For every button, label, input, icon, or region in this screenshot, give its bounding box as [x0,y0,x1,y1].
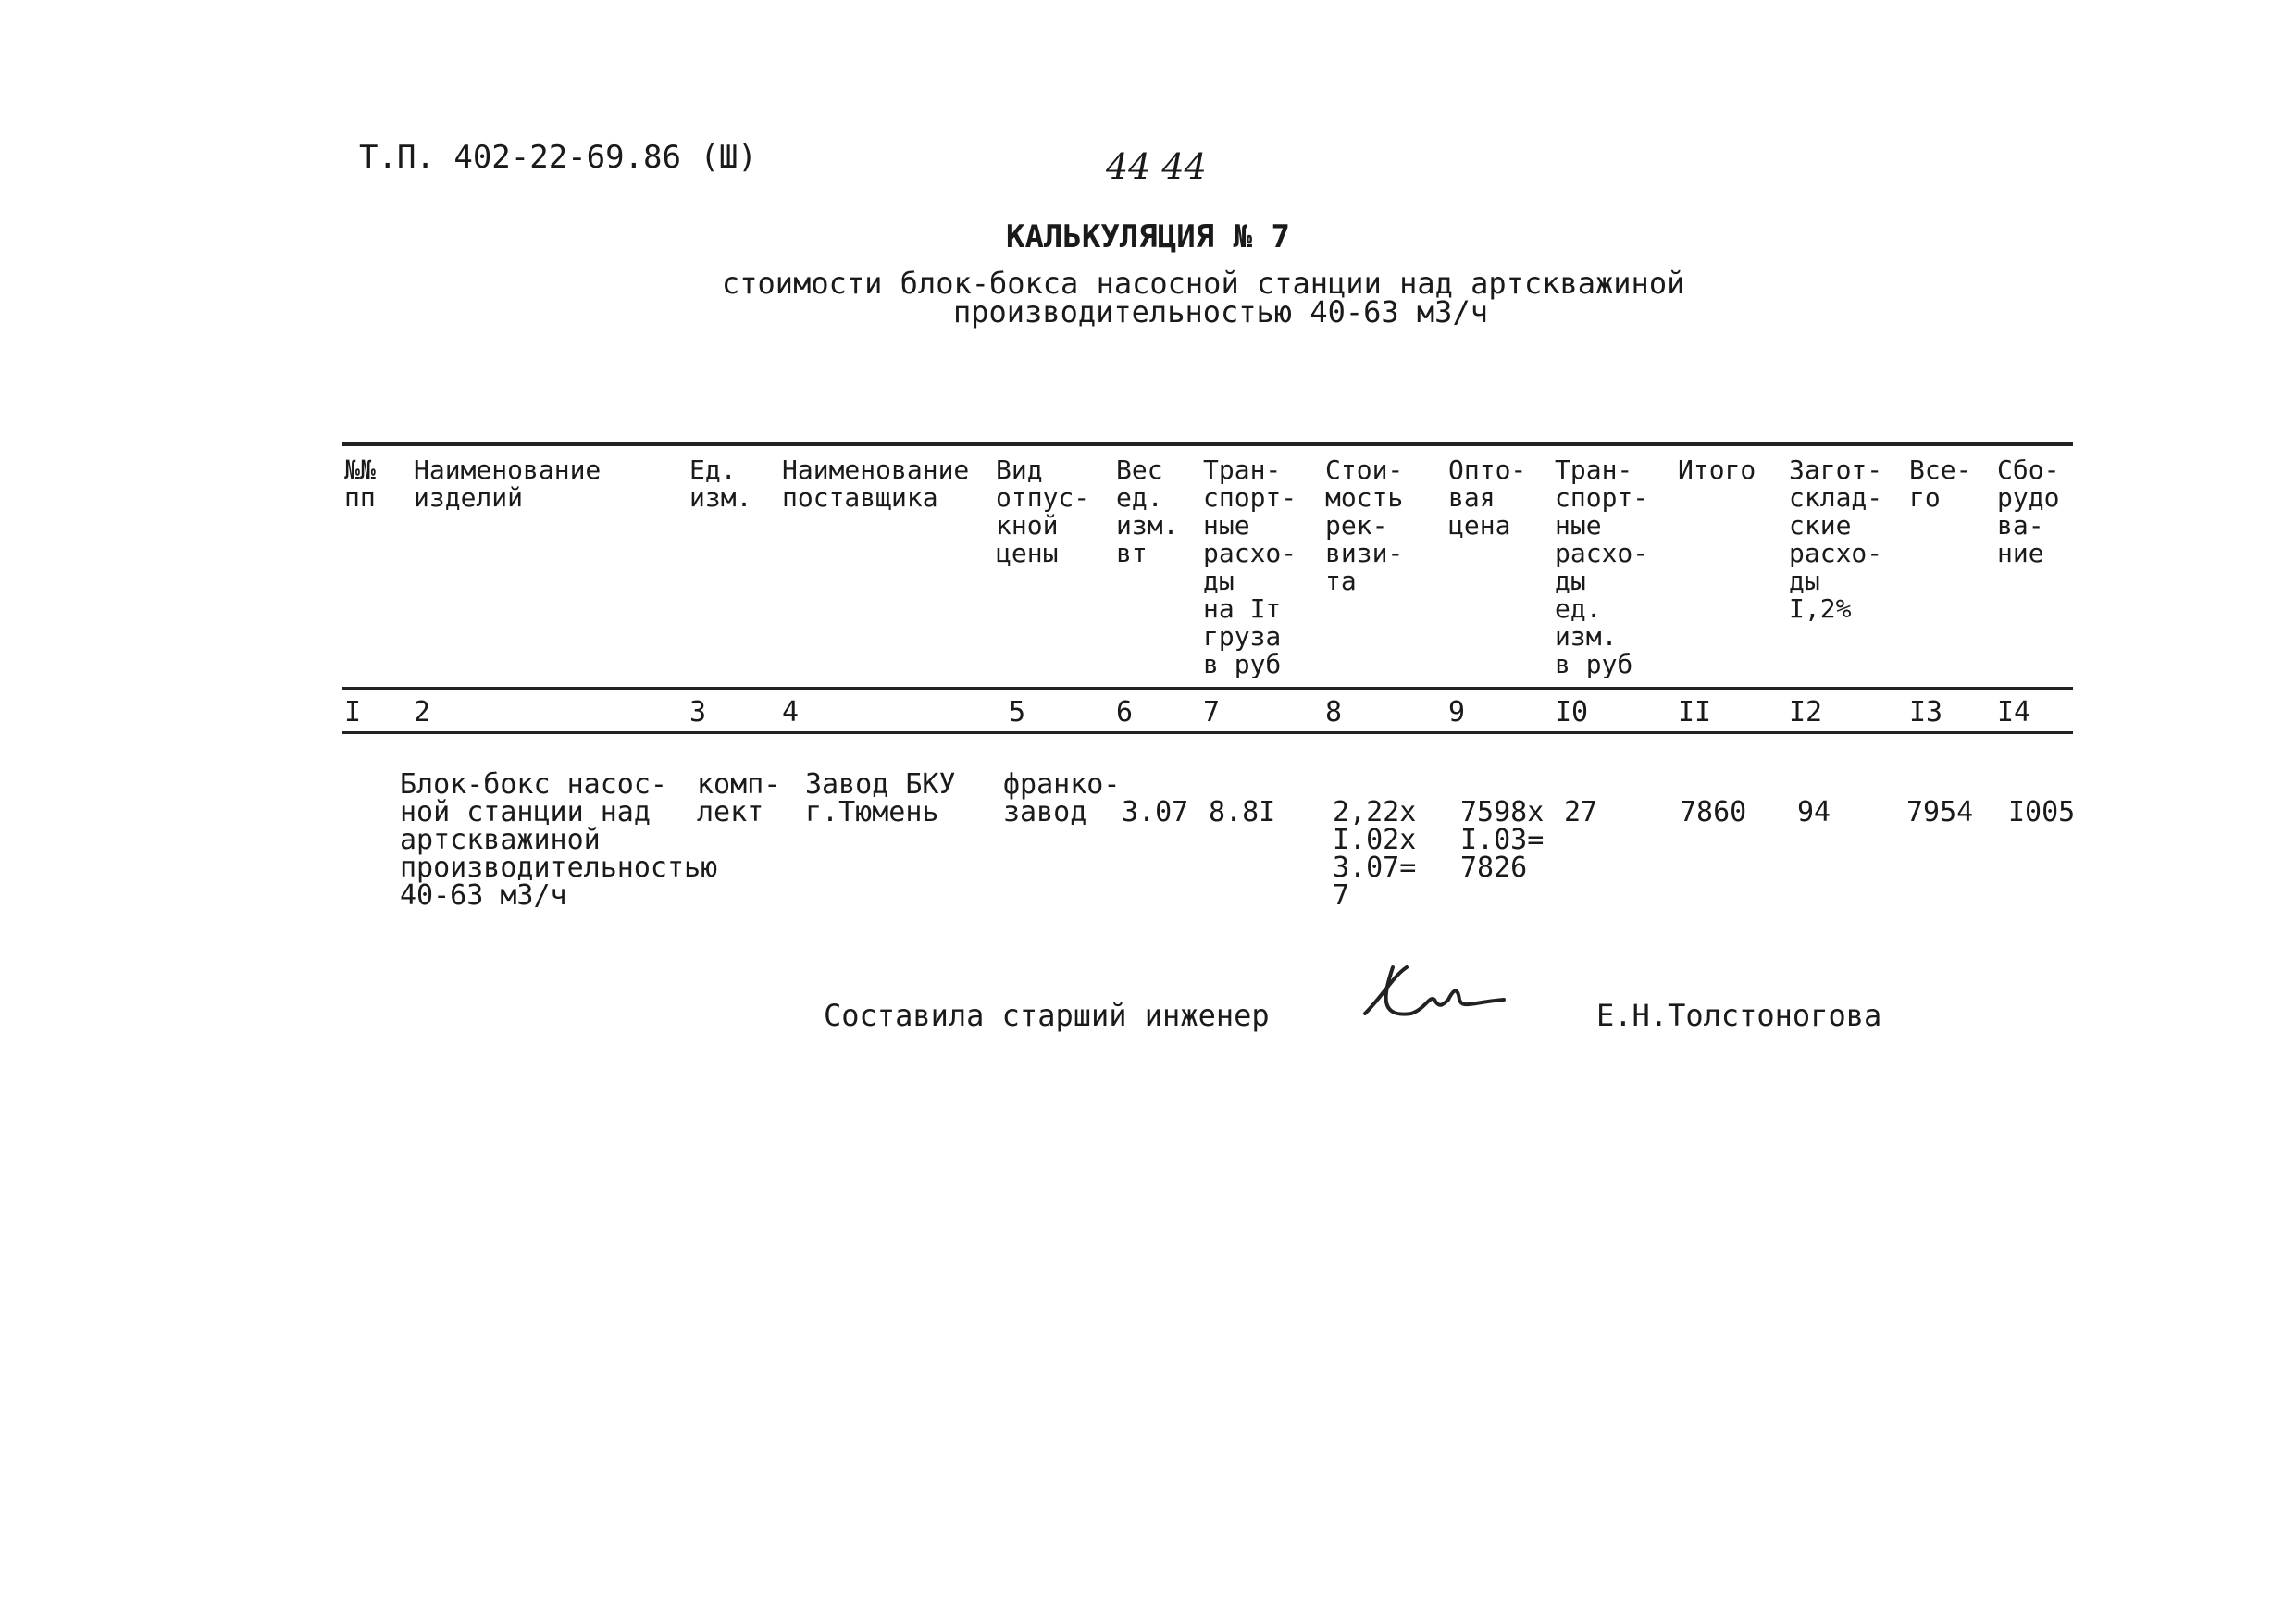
header-col-1: №№ пп [344,454,376,513]
header-col-10: Тран- спорт- ные расхо- ды ед. изм. в руб [1555,454,1649,679]
header-col-2: Наименование изделий [414,454,602,513]
cell-product-name: Блок-бокс насос- ной станции над артскважиной производительностью 40-63 м3/ч [400,768,718,912]
col-number-12: I2 [1789,696,1823,728]
cell-equipment: I005 [2008,796,2076,828]
handwritten-signature [1356,958,1522,1041]
header-col-9: Опто- вая цена [1448,454,1527,541]
header-col-12: Загот- склад- ские расхо- ды I,2% [1789,454,1883,624]
header-col-4: Наименование поставщика [782,454,970,513]
header-col-7: Тран- спорт- ные расхо- ды на Iт груза в руб [1203,454,1297,679]
col-number-2: 2 [414,696,431,728]
col-number-5: 5 [1009,696,1026,728]
cell-unit: комп- лект [697,768,781,828]
cell-total: 7954 [1906,796,1974,828]
cell-transport-unit: 27 [1564,796,1598,828]
cell-wholesale-price: 7598х I.03= 7826 [1460,796,1545,884]
header-col-8: Стои- мость рек- визи- та [1325,454,1404,596]
cell-supplier: Завод БКУ г.Тюмень [805,768,956,828]
table-top-rule [342,442,2073,446]
col-number-9: 9 [1448,696,1466,728]
cell-requisite-cost: 2,22х I.02х 3.07= 7 [1333,796,1417,912]
document-code: Т.П. 402-22-69.86 (Ш) [359,139,757,176]
table-column-numbers-rule [342,731,2073,734]
col-number-3: 3 [689,696,707,728]
col-number-7: 7 [1203,696,1221,728]
compiler-name: Е.Н.Толстоногова [1596,998,1882,1033]
table-header-rule [342,687,2073,690]
cell-price-type: франко- завод [1003,768,1121,828]
header-col-6: Вес ед. изм. вт [1116,454,1179,568]
header-col-3: Ед. изм. [689,454,752,513]
col-number-14: I4 [1997,696,2031,728]
header-col-11: Итого [1678,454,1756,485]
header-col-14: Сбо- рудо ва- ние [1997,454,2060,568]
col-number-10: I0 [1555,696,1589,728]
header-col-5: Вид отпус- кной цены [996,454,1090,568]
col-number-11: II [1678,696,1712,728]
col-number-13: I3 [1909,696,1943,728]
col-number-8: 8 [1325,696,1343,728]
cell-subtotal: 7860 [1680,796,1747,828]
header-col-13: Все- го [1909,454,1972,513]
col-number-6: 6 [1116,696,1134,728]
compiled-by-label: Составила старший инженер [824,998,1270,1033]
cell-storage-costs: 94 [1797,796,1831,828]
document-subtitle-line1: стоимости блок-бокса насосной станции над артскважиной [722,266,1685,301]
cell-weight: 3.07 [1122,796,1189,828]
cell-transport-per-t: 8.8I [1209,796,1276,828]
col-number-1: I [344,696,362,728]
page-number: 44 44 [1106,146,1207,187]
document-subtitle-line2: производительностью 40-63 м3/ч [953,294,1488,330]
col-number-4: 4 [782,696,800,728]
document-title: КАЛЬКУЛЯЦИЯ № 7 [1005,218,1291,255]
